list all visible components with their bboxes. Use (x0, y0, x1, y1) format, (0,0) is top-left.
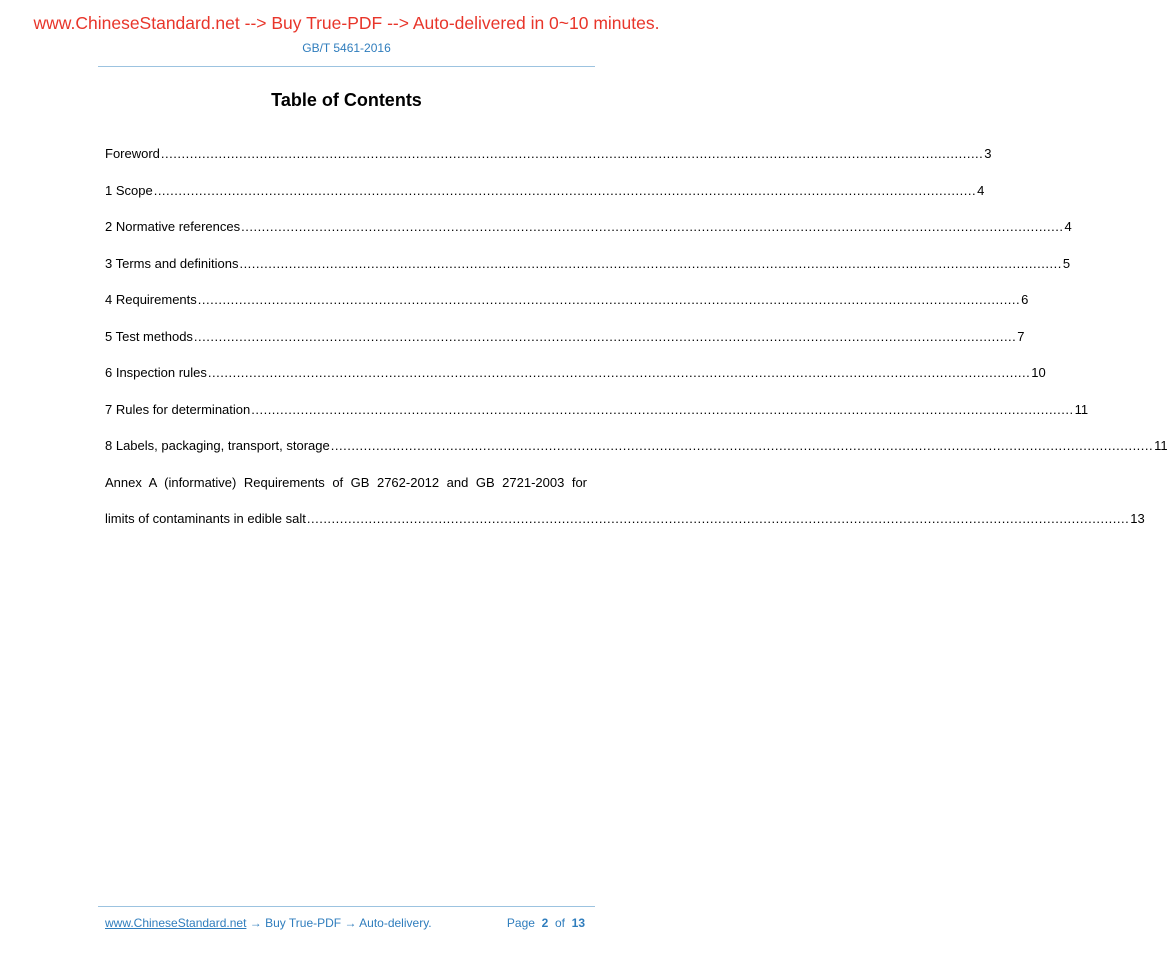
arrow-icon: → (249, 916, 262, 930)
footer-promo (105, 916, 432, 930)
leader-dots: ........................................................................................................................................................................................................ (241, 219, 1064, 234)
toc-entry-label: 7 Rules for determination (105, 401, 251, 417)
leader-dots: ........................................................................................................................................................................................................ (251, 401, 1074, 417)
toc-entry-label: Foreword (105, 146, 160, 161)
toc-entry-page: 13 (1130, 511, 1145, 526)
toc-entry-label: 6 Inspection rules (105, 365, 207, 380)
toc-entry-page: 5 (1062, 255, 1071, 271)
toc-entry-label: 5 Test methods (105, 328, 193, 344)
toc-entry[interactable] (105, 328, 1025, 366)
toc-entry-page: 7 (1017, 328, 1025, 344)
arrow-icon: → (344, 916, 357, 930)
page-indicator (507, 916, 585, 930)
toc-entry-page: 11 (1154, 438, 1168, 453)
table-of-contents (105, 146, 1168, 548)
toc-entry[interactable] (105, 401, 1089, 439)
toc-entry-label: 8 Labels, packaging, transport, storage (105, 438, 330, 453)
leader-dots: ........................................................................................................................................................................................................ (197, 292, 1021, 307)
toc-entry[interactable] (105, 438, 1168, 475)
toc-entry[interactable] (105, 255, 1071, 293)
page-title: Table of Contents (271, 90, 422, 110)
toc-entry[interactable] (105, 365, 1046, 402)
toc-entry[interactable] (105, 219, 1072, 256)
toc-entry-page: 10 (1031, 365, 1046, 380)
leader-dots: ........................................................................................................................................................................................................ (239, 255, 1062, 271)
toc-entry-page: 4 (1064, 219, 1072, 234)
toc-entry-annex-line2[interactable] (105, 511, 1145, 548)
leader-dots: ........................................................................................................................................................................................................ (306, 511, 1130, 526)
footer-divider (98, 906, 595, 907)
toc-entry-page: 3 (984, 146, 992, 161)
toc-entry-label: limits of contaminants in edible salt (105, 511, 306, 526)
toc-entry[interactable] (105, 182, 985, 220)
toc-entry-page: 6 (1021, 292, 1029, 307)
page-number: 2 (541, 916, 549, 930)
site-link[interactable]: www.ChineseStandard.net (105, 916, 247, 930)
leader-dots: ........................................................................................................................................................................................................ (330, 438, 1154, 453)
footer (105, 916, 585, 930)
toc-entry-label: 4 Requirements (105, 292, 197, 307)
toc-entry-page: 4 (977, 182, 985, 198)
toc-entry[interactable] (105, 292, 1029, 329)
toc-entry-label: 2 Normative references (105, 219, 241, 234)
buy-text: Buy True-PDF (265, 916, 342, 930)
toc-entry-label: 1 Scope (105, 182, 153, 198)
leader-dots: ........................................................................................................................................................................................................ (160, 146, 984, 161)
toc-entry-label: Annex A (informative) Requirements of GB 2762-2012 and GB 2721-2003 for (105, 474, 587, 490)
document-id: GB/T 5461-2016 (302, 41, 391, 55)
leader-dots: ........................................................................................................................................................................................................ (153, 182, 977, 198)
page-word: Page (506, 916, 535, 930)
delivery-text: Auto-delivery. (359, 916, 432, 930)
header-divider (98, 66, 595, 67)
page-total: 13 (571, 916, 585, 930)
toc-entry[interactable] (105, 146, 992, 183)
leader-dots: ........................................................................................................................................................................................................ (193, 328, 1017, 344)
toc-entry-annex-line1[interactable] (105, 475, 587, 512)
toc-entry-page: 11 (1074, 401, 1089, 417)
of-word: of (554, 916, 565, 930)
toc-entry-label: 3 Terms and definitions (105, 255, 239, 271)
promo-banner[interactable]: www.ChineseStandard.net --> Buy True-PDF --> Auto-delivered in 0~10 minutes. (33, 13, 660, 33)
leader-dots: ........................................................................................................................................................................................................ (207, 365, 1031, 380)
